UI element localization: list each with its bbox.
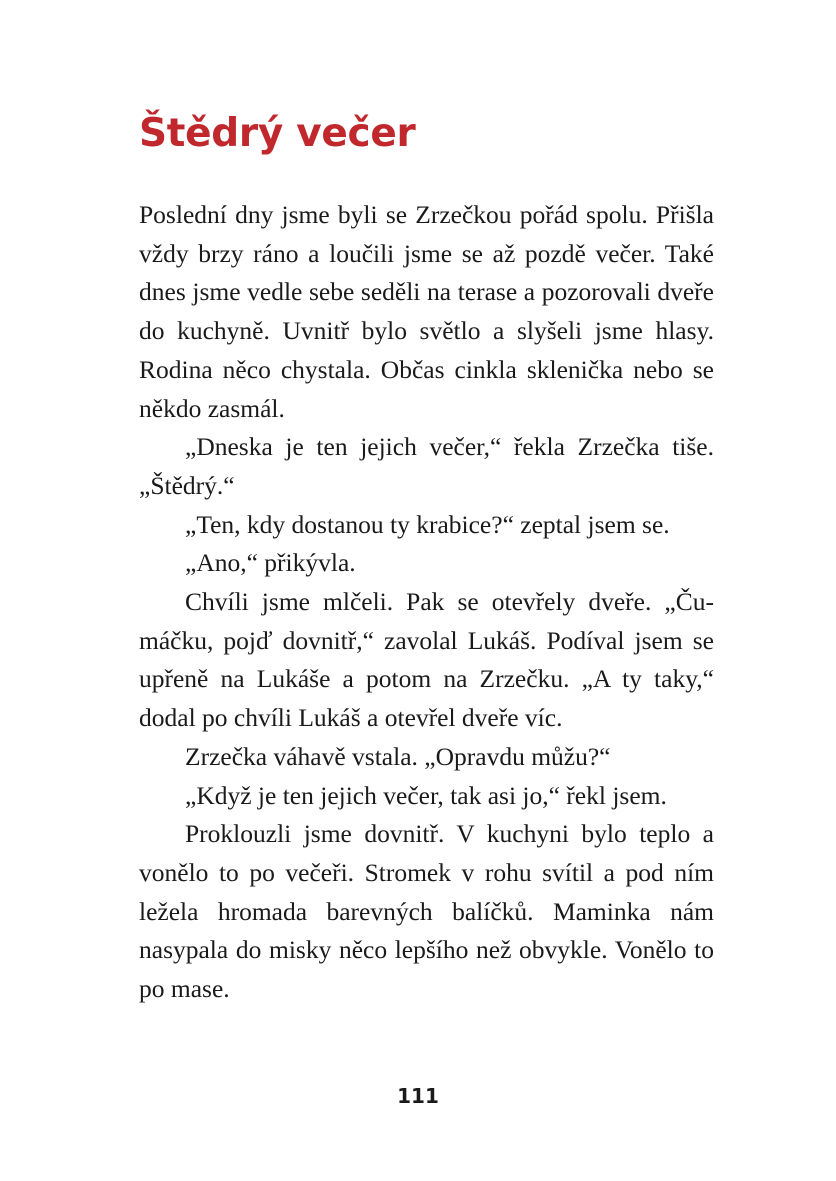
paragraph: „Ano,“ přikývla. [185,548,356,578]
paragraph: „Když je ten jejich večer, tak asi jo,“ řekl jsem. [185,780,667,810]
chapter-title: Štědrý večer [139,111,416,156]
paragraph: Zrzečka váhavě vstala. „Opravdu můžu?“ [185,741,611,771]
paragraph: Chvíli jsme mlčeli. Pak se otevřely dveře. „Čumáčku, pojď dovnitř,“ zavolal Lukáš. Podíval jsem se upřeně na Lukáše a potom na Zrzečku. „A ty taky,“ dodal po chvíli Lukáš a otevřel dveře víc. [139,587,714,733]
paragraph: „Dneska je ten jejich večer,“ řekla Zrzečka tiše. „Štědrý.“ [139,432,714,500]
page-number: 111 [397,1084,439,1108]
paragraph: „Ten, kdy dostanou ty krabice?“ zeptal jsem se. [185,509,670,539]
chapter-body [139,196,714,1009]
paragraph: Poslední dny jsme byli se Zrzečkou pořád spolu. Přišla vždy brzy ráno a loučili jsme se až pozdě večer. Také dnes jsme vedle sebe seděli na terase a pozorovali dveře do kuchyně. Uvnitř bylo světlo a slyšeli jsme hlasy. Rodina něco chystala. Občas cinkla sklenička nebo se někdo zasmál. [139,200,714,423]
paragraph: Proklouzli jsme dovnitř. V kuchyni bylo teplo a vonělo to po večeři. Stromek v rohu svítil a pod ním ležela hromada barevných balíčků. Maminka nám nasypala do misky něco lepšího než obvykle. Vonělo to po mase. [139,819,714,1004]
